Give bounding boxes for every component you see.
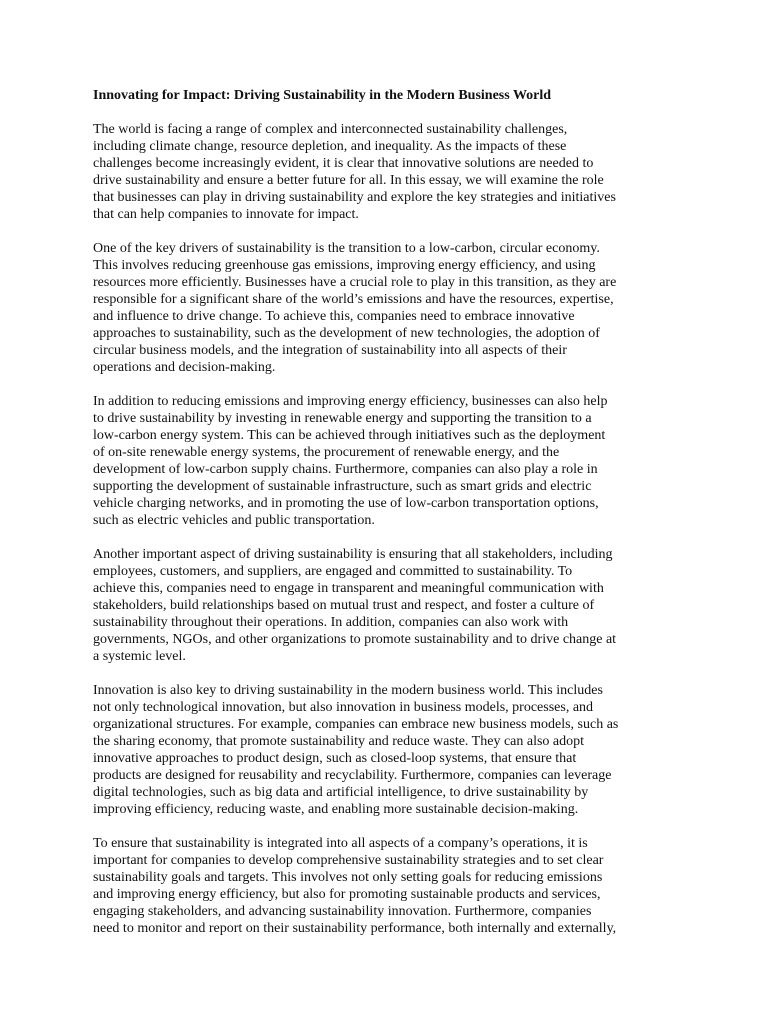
text-line: need to monitor and report on their sustainability performance, both internally and externally,: [93, 921, 617, 936]
text-line: The world is facing a range of complex and interconnected sustainability challenges,: [93, 122, 568, 137]
text-line: engaging stakeholders, and advancing sustainability innovation. Furthermore, companies: [93, 904, 592, 919]
text-line: that businesses can play in driving sustainability and explore the key strategies and initiatives: [93, 190, 616, 205]
paragraph: [93, 835, 676, 937]
text-line: such as electric vehicles and public transportation.: [93, 513, 375, 528]
text-line: development of low-carbon supply chains. Furthermore, companies can also play a role in: [93, 462, 598, 477]
text-line: sustainability goals and targets. This involves not only setting goals for reducing emissions: [93, 870, 603, 885]
text-line: resources more efficiently. Businesses have a crucial role to play in this transition, as they are: [93, 275, 617, 290]
text-line: sustainability throughout their operations. In addition, companies can also work with: [93, 615, 569, 630]
document-title: Innovating for Impact: Driving Sustainability in the Modern Business World: [93, 88, 552, 103]
text-line: Another important aspect of driving sustainability is ensuring that all stakeholders, including: [93, 547, 613, 562]
text-line: that can help companies to innovate for impact.: [93, 207, 359, 222]
text-line: employees, customers, and suppliers, are engaged and committed to sustainability. To: [93, 564, 573, 579]
text-line: low-carbon energy system. This can be achieved through initiatives such as the deployment: [93, 428, 606, 443]
text-line: and improving energy efficiency, but also for promoting sustainable products and services,: [93, 887, 601, 902]
text-line: approaches to sustainability, such as the development of new technologies, the adoption of: [93, 326, 600, 341]
text-line: challenges become increasingly evident, it is clear that innovative solutions are needed to: [93, 156, 594, 171]
text-line: In addition to reducing emissions and improving energy efficiency, businesses can also help: [93, 394, 608, 409]
text-line: a systemic level.: [93, 649, 186, 664]
paragraph: [93, 121, 676, 223]
paragraph: [93, 240, 676, 376]
text-line: not only technological innovation, but also innovation in business models, processes, and: [93, 700, 594, 715]
text-line: organizational structures. For example, companies can embrace new business models, such as: [93, 717, 619, 732]
text-line: and influence to drive change. To achieve this, companies need to embrace innovative: [93, 309, 575, 324]
paragraph: [93, 682, 676, 818]
text-line: Innovation is also key to driving sustainability in the modern business world. This includes: [93, 683, 603, 698]
text-line: This involves reducing greenhouse gas emissions, improving energy efficiency, and using: [93, 258, 596, 273]
text-line: vehicle charging networks, and in promoting the use of low-carbon transportation options,: [93, 496, 599, 511]
text-line: supporting the development of sustainable infrastructure, such as smart grids and electric: [93, 479, 592, 494]
document-body: [93, 121, 676, 937]
text-line: including climate change, resource depletion, and inequality. As the impacts of these: [93, 139, 567, 154]
text-line: improving efficiency, reducing waste, and enabling more sustainable decision-making.: [93, 802, 579, 817]
text-line: of on-site renewable energy systems, the procurement of renewable energy, and the: [93, 445, 560, 460]
text-line: digital technologies, such as big data and artificial intelligence, to drive sustainability by: [93, 785, 589, 800]
text-line: innovative approaches to product design, such as closed-loop systems, that ensure that: [93, 751, 577, 766]
text-line: to drive sustainability by investing in renewable energy and supporting the transition to a: [93, 411, 592, 426]
text-line: To ensure that sustainability is integrated into all aspects of a company’s operations, it is: [93, 836, 588, 851]
text-line: achieve this, companies need to engage in transparent and meaningful communication with: [93, 581, 604, 596]
text-line: stakeholders, build relationships based on mutual trust and respect, and foster a culture of: [93, 598, 595, 613]
text-line: circular business models, and the integration of sustainability into all aspects of their: [93, 343, 567, 358]
text-line: drive sustainability and ensure a better future for all. In this essay, we will examine the role: [93, 173, 604, 188]
text-line: the sharing economy, that promote sustainability and reduce waste. They can also adopt: [93, 734, 585, 749]
text-line: operations and decision-making.: [93, 360, 276, 375]
text-line: important for companies to develop comprehensive sustainability strategies and to set clear: [93, 853, 604, 868]
paragraph: [93, 546, 676, 665]
text-line: One of the key drivers of sustainability is the transition to a low-carbon, circular economy.: [93, 241, 600, 256]
text-line: governments, NGOs, and other organizations to promote sustainability and to drive change at: [93, 632, 617, 647]
text-line: products are designed for reusability and recyclability. Furthermore, companies can leverage: [93, 768, 612, 783]
paragraph: [93, 393, 676, 529]
text-line: responsible for a significant share of the world’s emissions and have the resources, expertise,: [93, 292, 614, 307]
